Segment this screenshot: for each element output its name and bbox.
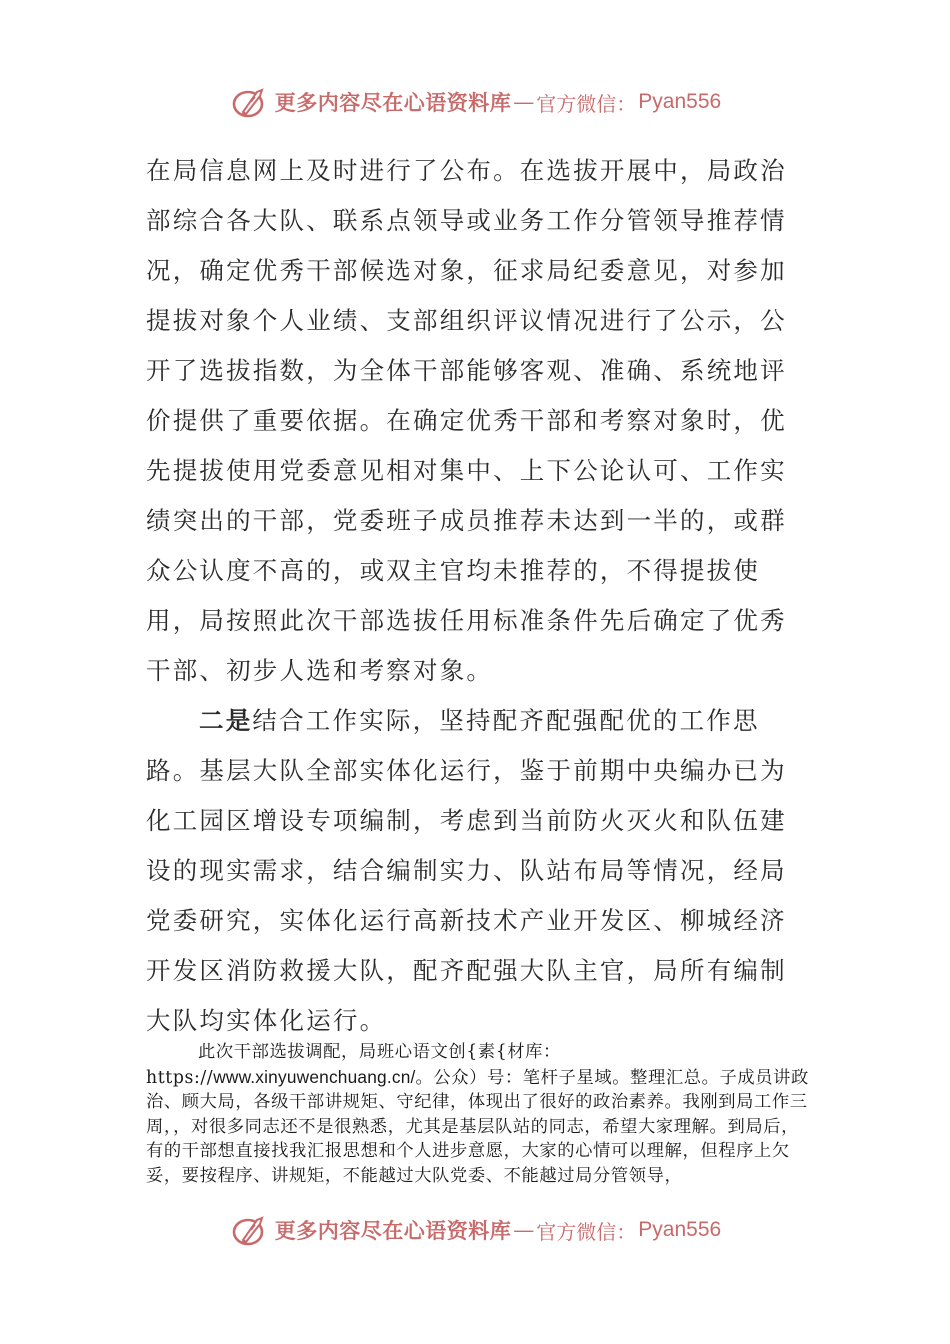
paragraph-2-lead: 二是: [199, 706, 253, 735]
document-body: [146, 146, 796, 1046]
small-paragraph-part1: 此次干部选拔调配，局班心语文创{素{材库：https://: [146, 1042, 561, 1088]
header-wechat-id: Pyan556: [638, 90, 722, 113]
body-paragraph-1: 在局信息网上及时进行了公布。在选拔开展中，局政治部综合各大队、联系点领导或业务工作分管领导推荐情况，确定优秀干部候选对象，征求局纪委意见，对参加提拔对象个人业绩、支部组织评议情况进行了公示，公开了选拔指数，为全体干部能够客观、准确、系统地评价提供了重要依据。在确定优秀干部和考察对象时，优先提拔使用党委意见相对集中、上下公论认可、工作实绩突出的干部，党委班子成员推荐未达到一半的，或群众公认度不高的，或双主官均未推荐的，不得提拔使用，局按照此次干部选拔任用标准条件先后确定了优秀干部、初步人选和考察对象。: [146, 156, 787, 685]
header-dash: —: [513, 90, 535, 114]
footer-banner: [0, 1208, 950, 1252]
header-brand-text: 更多内容尽在心语资料库: [274, 90, 512, 115]
small-paragraph-text: [146, 1040, 812, 1188]
pen-nib-logo-icon: [229, 1210, 269, 1250]
paragraph-2-text: 结合工作实际，坚持配齐配强配优的工作思路。基层大队全部实体化运行，鉴于前期中央编办已为化工园区增设专项编制，考虑到当前防火灭火和队伍建设的现实需求，结合编制实力、队站布局等情况，经局党委研究，实体化运行高新技术产业开发区、柳城经济开发区消防救援大队，配齐配强大队主官，局所有编制大队均实体化运行。: [146, 706, 787, 1035]
footer-brand-text: 更多内容尽在心语资料库: [274, 1218, 512, 1243]
footer-dash: —: [513, 1218, 535, 1242]
footer-official-label: 官方微信：: [536, 1219, 637, 1244]
header-official-label: 官方微信：: [536, 91, 637, 116]
body-paragraph-2: [146, 696, 796, 1046]
website-url: www.xinyuwenchuang.cn/: [213, 1066, 416, 1087]
header-banner: [0, 80, 950, 124]
pen-nib-logo-icon: [229, 82, 269, 122]
small-paragraph: [146, 1040, 812, 1188]
footer-wechat-id: Pyan556: [638, 1218, 722, 1241]
small-paragraph-part2: 。公众）号：笔杆子星域。整理汇总。子成员讲政治、顾大局，各级干部讲规矩、守纪律，体现出了很好的政治素养。我刚到局工作三周，，对很多同志还不是很熟悉，尤其是基层队站的同志，希望大家理解。到局后，有的干部想直接找我汇报思想和个人进步意愿，大家的心情可以理解，但程序上欠妥，要按程序、讲规矩，不能越过大队党委、不能越过局分管领导，: [146, 1067, 809, 1186]
